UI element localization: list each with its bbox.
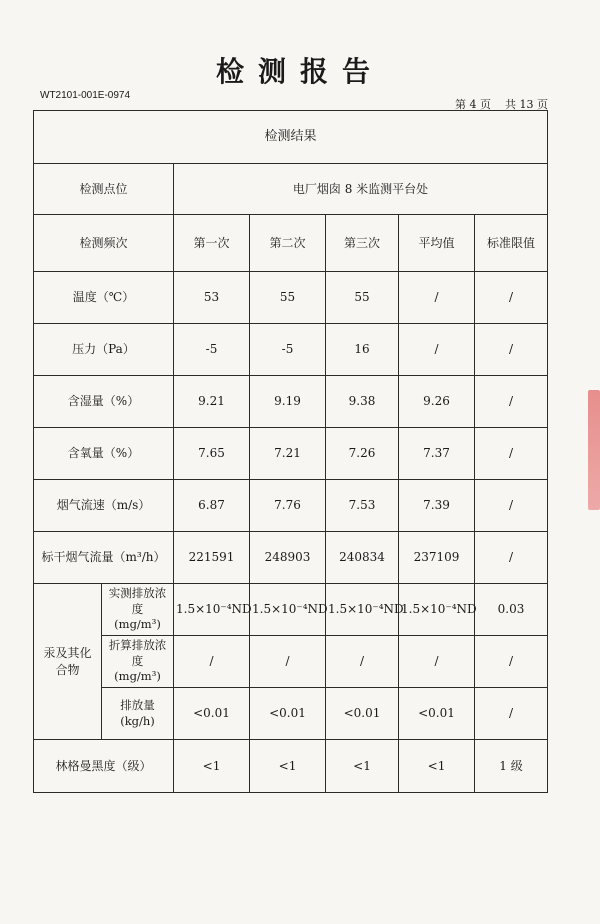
table-cell: 240834 [326, 532, 399, 584]
table-row [34, 272, 548, 324]
page-current: 第 4 页 [455, 98, 491, 111]
row-label: 温度（℃） [34, 272, 174, 324]
page-title: 检测报告 [215, 55, 384, 88]
table-cell: / [250, 636, 326, 688]
table-cell: 1.5×10⁻⁴ND [399, 584, 475, 636]
table-cell: / [475, 272, 548, 324]
seal-stamp-edge [588, 390, 600, 510]
table-row [34, 688, 548, 740]
table-cell: -5 [250, 324, 326, 376]
table-cell: / [475, 428, 548, 480]
row-label: 压力（Pa） [34, 324, 174, 376]
row-label: 含湿量（%） [34, 376, 174, 428]
table-cell: / [475, 376, 548, 428]
row-label: 含氧量（%） [34, 428, 174, 480]
row-label: 标干烟气流量（m³/h） [34, 532, 174, 584]
table-cell: <0.01 [250, 688, 326, 740]
table-cell: 1.5×10⁻⁴ND [174, 584, 250, 636]
table-cell: <0.01 [174, 688, 250, 740]
table-cell: 7.26 [326, 428, 399, 480]
table-cell: 248903 [250, 532, 326, 584]
sub-row-unit: (mg/m³) [114, 617, 161, 632]
table-row [34, 636, 548, 688]
column-header: 第三次 [326, 215, 399, 272]
table-cell: <0.01 [399, 688, 475, 740]
table-cell: 6.87 [174, 480, 250, 532]
table-cell: 7.53 [326, 480, 399, 532]
table-cell: / [475, 532, 548, 584]
row-label: 烟气流速（m/s） [34, 480, 174, 532]
table-cell: / [475, 480, 548, 532]
sub-row-title: 折算排放浓度 [108, 638, 167, 668]
table-cell: / [399, 324, 475, 376]
table-row [34, 532, 548, 584]
table-cell: / [475, 636, 548, 688]
sub-row-label [102, 584, 174, 636]
point-label: 检测点位 [34, 164, 174, 215]
table-row [34, 324, 548, 376]
table-cell: 221591 [174, 532, 250, 584]
table-cell: 0.03 [475, 584, 548, 636]
table-cell: 7.76 [250, 480, 326, 532]
results-table [33, 110, 548, 793]
column-header: 平均值 [399, 215, 475, 272]
table-cell: / [399, 272, 475, 324]
sub-row-unit: (mg/m³) [114, 669, 161, 684]
table-cell: <1 [326, 740, 399, 793]
table-cell: 55 [250, 272, 326, 324]
table-cell: 16 [326, 324, 399, 376]
column-header: 标准限值 [475, 215, 548, 272]
table-cell: 7.65 [174, 428, 250, 480]
sub-row-label [102, 636, 174, 688]
page-total: 共 13 页 [505, 98, 548, 111]
table-cell: 55 [326, 272, 399, 324]
table-cell: / [475, 688, 548, 740]
table-cell: 7.39 [399, 480, 475, 532]
table-cell: 1.5×10⁻⁴ND [250, 584, 326, 636]
table-cell: 7.37 [399, 428, 475, 480]
table-cell: <1 [174, 740, 250, 793]
table-cell: 9.26 [399, 376, 475, 428]
report-number: WT2101-001E-0974 [40, 90, 131, 101]
table-cell: 237109 [399, 532, 475, 584]
table-row [34, 376, 548, 428]
table-cell: <1 [399, 740, 475, 793]
table-cell: / [174, 636, 250, 688]
table-cell: <1 [250, 740, 326, 793]
table-row [34, 428, 548, 480]
sub-row-unit: (kg/h) [120, 713, 155, 728]
table-row [34, 584, 548, 636]
column-header: 第二次 [250, 215, 326, 272]
table-cell: 1.5×10⁻⁴ND [326, 584, 399, 636]
table-cell: 9.38 [326, 376, 399, 428]
table-cell: 9.19 [250, 376, 326, 428]
sub-row-label [102, 688, 174, 740]
table-cell: 1 级 [475, 740, 548, 793]
section-title: 检测结果 [34, 111, 548, 164]
sub-row-title: 排放量 [120, 697, 155, 712]
table-row [34, 740, 548, 793]
mercury-group-label: 汞及其化合物 [34, 584, 102, 740]
table-cell: / [326, 636, 399, 688]
sub-row-title: 实测排放浓度 [108, 586, 167, 616]
table-cell: <0.01 [326, 688, 399, 740]
table-cell: / [399, 636, 475, 688]
row-label: 林格曼黑度（级） [34, 740, 174, 793]
table-cell: 9.21 [174, 376, 250, 428]
table-row [34, 480, 548, 532]
table-cell: 7.21 [250, 428, 326, 480]
frequency-label: 检测频次 [34, 215, 174, 272]
point-value: 电厂烟囱 8 米监测平台处 [174, 164, 548, 215]
column-header: 第一次 [174, 215, 250, 272]
table-cell: / [475, 324, 548, 376]
table-cell: -5 [174, 324, 250, 376]
table-cell: 53 [174, 272, 250, 324]
